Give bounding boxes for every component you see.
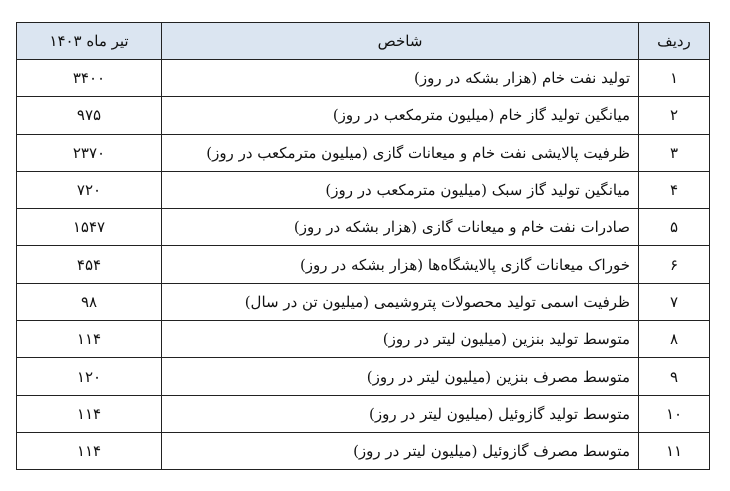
- table-row: [17, 246, 710, 283]
- value-cell: ۹۷۵: [17, 97, 162, 134]
- value-cell: ۲۳۷۰: [17, 134, 162, 171]
- indicator-cell: متوسط مصرف گازوئیل (میلیون لیتر در روز): [162, 432, 639, 469]
- table-row: [17, 97, 710, 134]
- header-row-number: ردیف: [639, 23, 710, 60]
- indicator-cell: میانگین تولید گاز خام (میلیون مترمکعب در روز): [162, 97, 639, 134]
- row-number-cell: ۶: [639, 246, 710, 283]
- table-row: [17, 209, 710, 246]
- value-cell: ۱۱۴: [17, 321, 162, 358]
- table-header-row: [17, 23, 710, 60]
- table-row: [17, 283, 710, 320]
- row-number-cell: ۲: [639, 97, 710, 134]
- table-row: [17, 432, 710, 469]
- value-cell: ۱۵۴۷: [17, 209, 162, 246]
- header-indicator: شاخص: [162, 23, 639, 60]
- row-number-cell: ۹: [639, 358, 710, 395]
- row-number-cell: ۳: [639, 134, 710, 171]
- row-number-cell: ۱: [639, 60, 710, 97]
- indicator-cell: متوسط مصرف بنزین (میلیون لیتر در روز): [162, 358, 639, 395]
- indicator-cell: متوسط تولید بنزین (میلیون لیتر در روز): [162, 321, 639, 358]
- value-cell: ۱۱۴: [17, 395, 162, 432]
- table-row: [17, 60, 710, 97]
- value-cell: ۱۱۴: [17, 432, 162, 469]
- row-number-cell: ۱۱: [639, 432, 710, 469]
- value-cell: ۱۲۰: [17, 358, 162, 395]
- table-row: [17, 395, 710, 432]
- indicator-cell: متوسط تولید گازوئیل (میلیون لیتر در روز): [162, 395, 639, 432]
- header-value: تیر ماه ۱۴۰۳: [17, 23, 162, 60]
- row-number-cell: ۴: [639, 171, 710, 208]
- table-row: [17, 321, 710, 358]
- indicator-cell: تولید نفت خام (هزار بشکه در روز): [162, 60, 639, 97]
- row-number-cell: ۸: [639, 321, 710, 358]
- row-number-cell: ۱۰: [639, 395, 710, 432]
- value-cell: ۴۵۴: [17, 246, 162, 283]
- value-cell: ۹۸: [17, 283, 162, 320]
- indicator-cell: ظرفیت پالایشی نفت خام و میعانات گازی (میلیون مترمکعب در روز): [162, 134, 639, 171]
- table-row: [17, 134, 710, 171]
- row-number-cell: ۷: [639, 283, 710, 320]
- table-row: [17, 171, 710, 208]
- indicator-cell: خوراک میعانات گازی پالایشگاه‌ها (هزار بشکه در روز): [162, 246, 639, 283]
- value-cell: ۷۲۰: [17, 171, 162, 208]
- indicator-cell: ظرفیت اسمی تولید محصولات پتروشیمی (میلیون تن در سال): [162, 283, 639, 320]
- energy-indicators-table: [16, 22, 710, 470]
- indicator-cell: میانگین تولید گاز سبک (میلیون مترمکعب در روز): [162, 171, 639, 208]
- indicator-cell: صادرات نفت خام و میعانات گازی (هزار بشکه در روز): [162, 209, 639, 246]
- table-row: [17, 358, 710, 395]
- row-number-cell: ۵: [639, 209, 710, 246]
- value-cell: ۳۴۰۰: [17, 60, 162, 97]
